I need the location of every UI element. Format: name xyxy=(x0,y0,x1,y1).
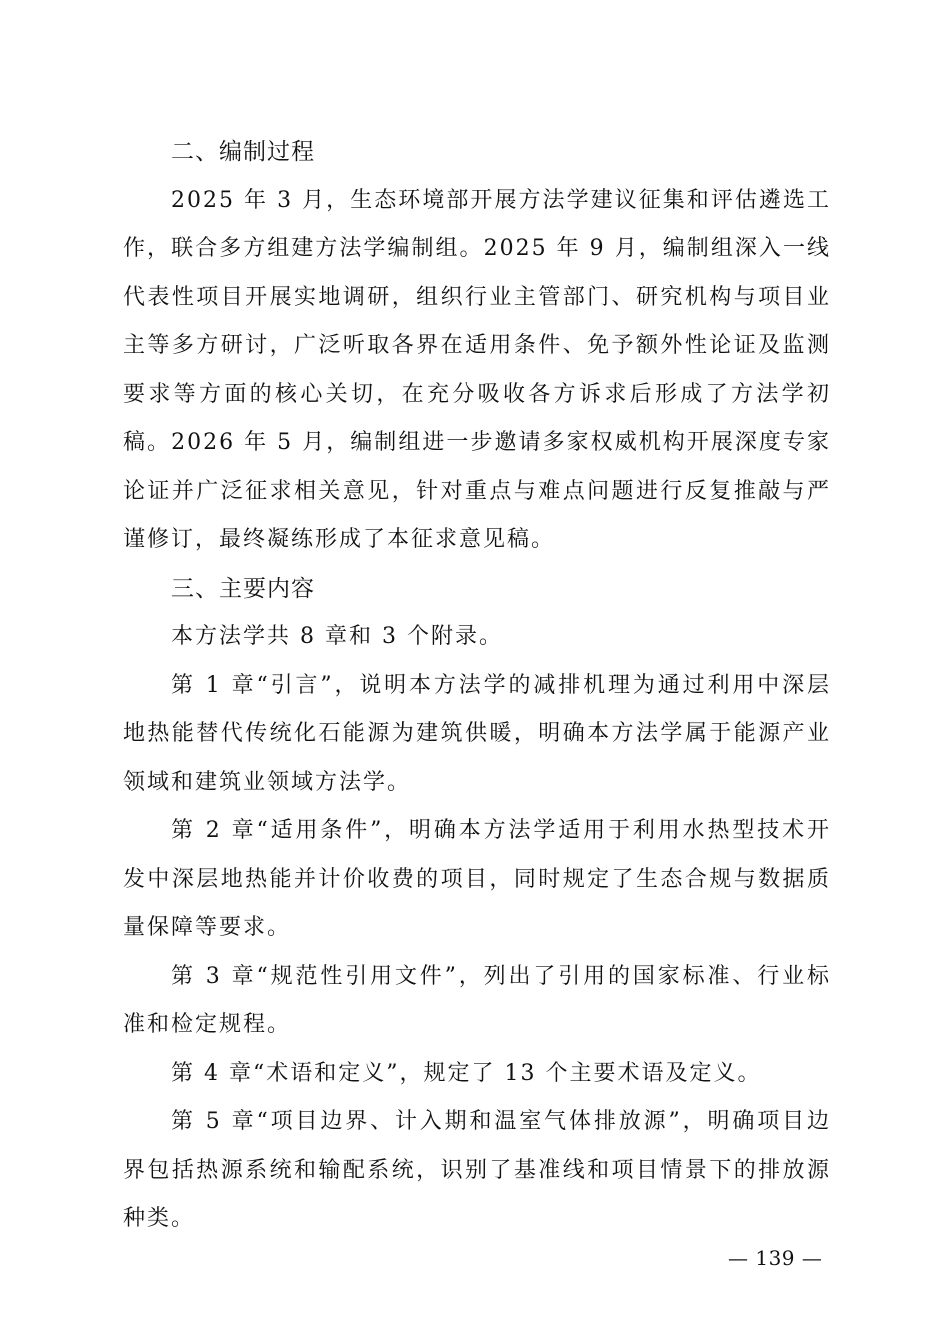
paragraph-chapter-3: 第 3 章“规范性引用文件”，列出了引用的国家标准、行业标准和检定规程。 xyxy=(123,963,831,1037)
paragraph-compilation-process: 2025 年 3 月，生态环境部开展方法学建议征集和评估遴选工作，联合多方组建方法学编制组。2025 年 9 月，编制组深入一线代表性项目开展实地调研，组织行业主管部门、研究机构与项目业主等多方研讨，广泛听取各界在适用条件、免予额外性论证及监测要求等方面的核心关切，在充分吸收各方诉求后形成了方法学初稿。2026 年 5 月，编制组进一步邀请多家权威机构开展深度专家论证并广泛征求相关意见，针对重点与难点问题进行反复推敲与严谨修订，最终凝练形成了本征求意见稿。 xyxy=(123,187,831,552)
document-body xyxy=(123,128,831,1244)
paragraph-chapter-2: 第 2 章“适用条件”，明确本方法学适用于利用水热型技术开发中深层地热能并计价收费的项目，同时规定了生态合规与数据质量保障等要求。 xyxy=(123,818,831,940)
page-number: — 139 — xyxy=(728,1246,823,1270)
paragraph-chapter-5: 第 5 章“项目边界、计入期和温室气体排放源”，明确项目边界包括热源系统和输配系统，识别了基准线和项目情景下的排放源种类。 xyxy=(123,1109,831,1231)
paragraph-chapter-1: 第 1 章“引言”，说明本方法学的减排机理为通过利用中深层地热能替代传统化石能源为建筑供暖，明确本方法学属于能源产业领域和建筑业领域方法学。 xyxy=(123,672,831,795)
paragraph-overview: 本方法学共 8 章和 3 个附录。 xyxy=(171,624,503,649)
section-heading-main-content: 三、主要内容 xyxy=(171,575,315,602)
paragraph-chapter-4: 第 4 章“术语和定义”，规定了 13 个主要术语及定义。 xyxy=(171,1060,762,1086)
section-heading-compilation-process: 二、编制过程 xyxy=(171,139,315,165)
